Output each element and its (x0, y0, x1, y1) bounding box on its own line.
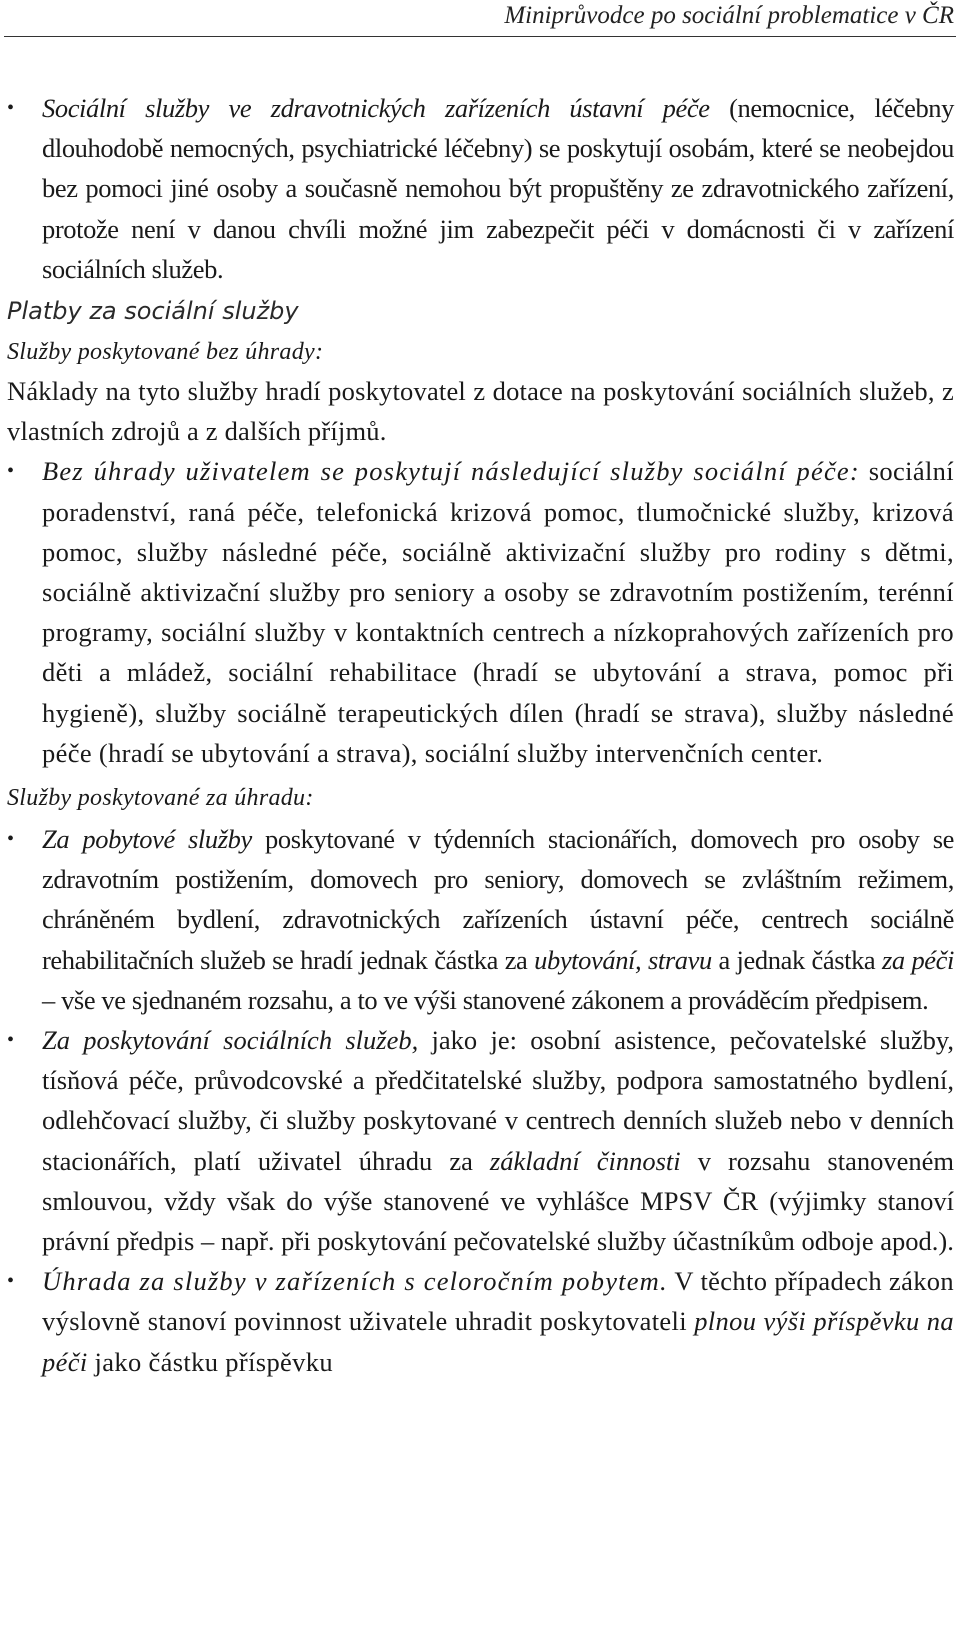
header-rule (4, 36, 956, 37)
bullet-text: – vše ve sjednaném rozsahu, a to ve výši stanovené zákonem a prováděcím předpisem. (42, 984, 929, 1015)
bullet-emphasis: ubytování, stravu (534, 944, 712, 975)
bullet-lead: Za pobytové služby (42, 824, 252, 855)
page-content (7, 88, 954, 1382)
bullet-text: jako částku příspěvku (87, 1346, 333, 1377)
bullet-year-round-facilities (7, 1261, 954, 1382)
bullet-social-services-provision (7, 1020, 954, 1261)
bullet-free-services (7, 451, 954, 773)
running-header: Miniprůvodce po sociální problematice v ČR (504, 2, 954, 29)
subheading-paid-services: Služby poskytované za úhradu: (7, 785, 314, 812)
bullet-text: v rozsahu stanoveném smlouvou, vždy však do výše stanovené ve vyhlášce MPSV ČR (výjimky stanoví právní předpis – např. při poskytování pečovatelské služby účastníkům odboje apod.). (42, 1145, 954, 1257)
bullet-text: a jednak částka (711, 944, 882, 975)
bullet-text: jako je: osobní asistence, pečovatelské služby, tísňová péče, průvodcovské a předčitatelské služby, podpora samostatného bydlení, odlehčovací služby, či služby poskytované v centrech denních služeb nebo v denních stacionářích, platí uživatel úhradu za (42, 1025, 954, 1176)
section-heading: Platby za sociální služby (7, 297, 299, 326)
bullet-emphasis: plnou výši příspěvku na péči (42, 1306, 954, 1377)
bullet-text: sociální poradenství, raná péče, telefonická krizová pomoc, tlumočnické služby, krizová pomoc, služby následné péče, sociálně aktivizační služby pro rodiny s dětmi, sociálně aktivizační služby pro seniory a osoby se zdravotním postižením, terénní programy, sociální služby v kontaktních centrech a nízkoprahových zařízeních pro děti a mládež, sociální rehabilitace (hradí se ubytování a strava, pomoc při hygieně), služby sociálně terapeutických dílen (hradí se strava), služby následné péče (hradí se ubytování a strava), sociální služby intervenčních center. (42, 456, 954, 768)
bullet-emphasis: základní činnosti (489, 1145, 681, 1176)
bullet-residential-services (7, 819, 954, 1020)
paragraph-free-intro: Náklady na tyto služby hradí poskytovatel z dotace na poskytování sociálních služeb, z vlastních zdrojů a z dalších příjmů. (7, 376, 954, 447)
bullet-healthcare-facilities (7, 88, 954, 289)
bullet-text: V těchto případech zákon výslovně stanoví povinnost uživatele uhradit poskytovateli (42, 1266, 954, 1337)
bullet-lead: Za poskytování sociálních služeb, (42, 1025, 419, 1056)
bullet-text: poskytované v týdenních stacionářích, domovech pro osoby se zdravotním postižením, domovech pro seniory, domovech se zvláštním režimem, chráněném bydlení, zdravotnických zařízeních ústavní péče, centrech sociálně rehabilitačních služeb se hradí jednak částka za (42, 824, 954, 975)
bullet-lead: Sociální služby ve zdravotnických zařízeních ústavní péče (42, 93, 710, 123)
bullet-emphasis: za péči (882, 944, 954, 975)
subheading-free-services: Služby poskytované bez úhrady: (7, 339, 324, 366)
bullet-text: (nemocnice, léčebny dlouhodobě nemocných, psychiatrické léčebny) se poskytují osobám, které se neobejdou bez pomoci jiné osoby a současně nemohou být propuštěny ze zdravotnického zařízení, protože není v danou chvíli možné jim zabezpečit péči v domácnosti či v zařízení sociálních služeb. (42, 93, 954, 284)
bullet-lead: Bez úhrady uživatelem se poskytují následující služby sociální péče: (42, 456, 860, 487)
bullet-lead: Úhrada za služby v zařízeních s celoročním pobytem. (42, 1266, 668, 1297)
